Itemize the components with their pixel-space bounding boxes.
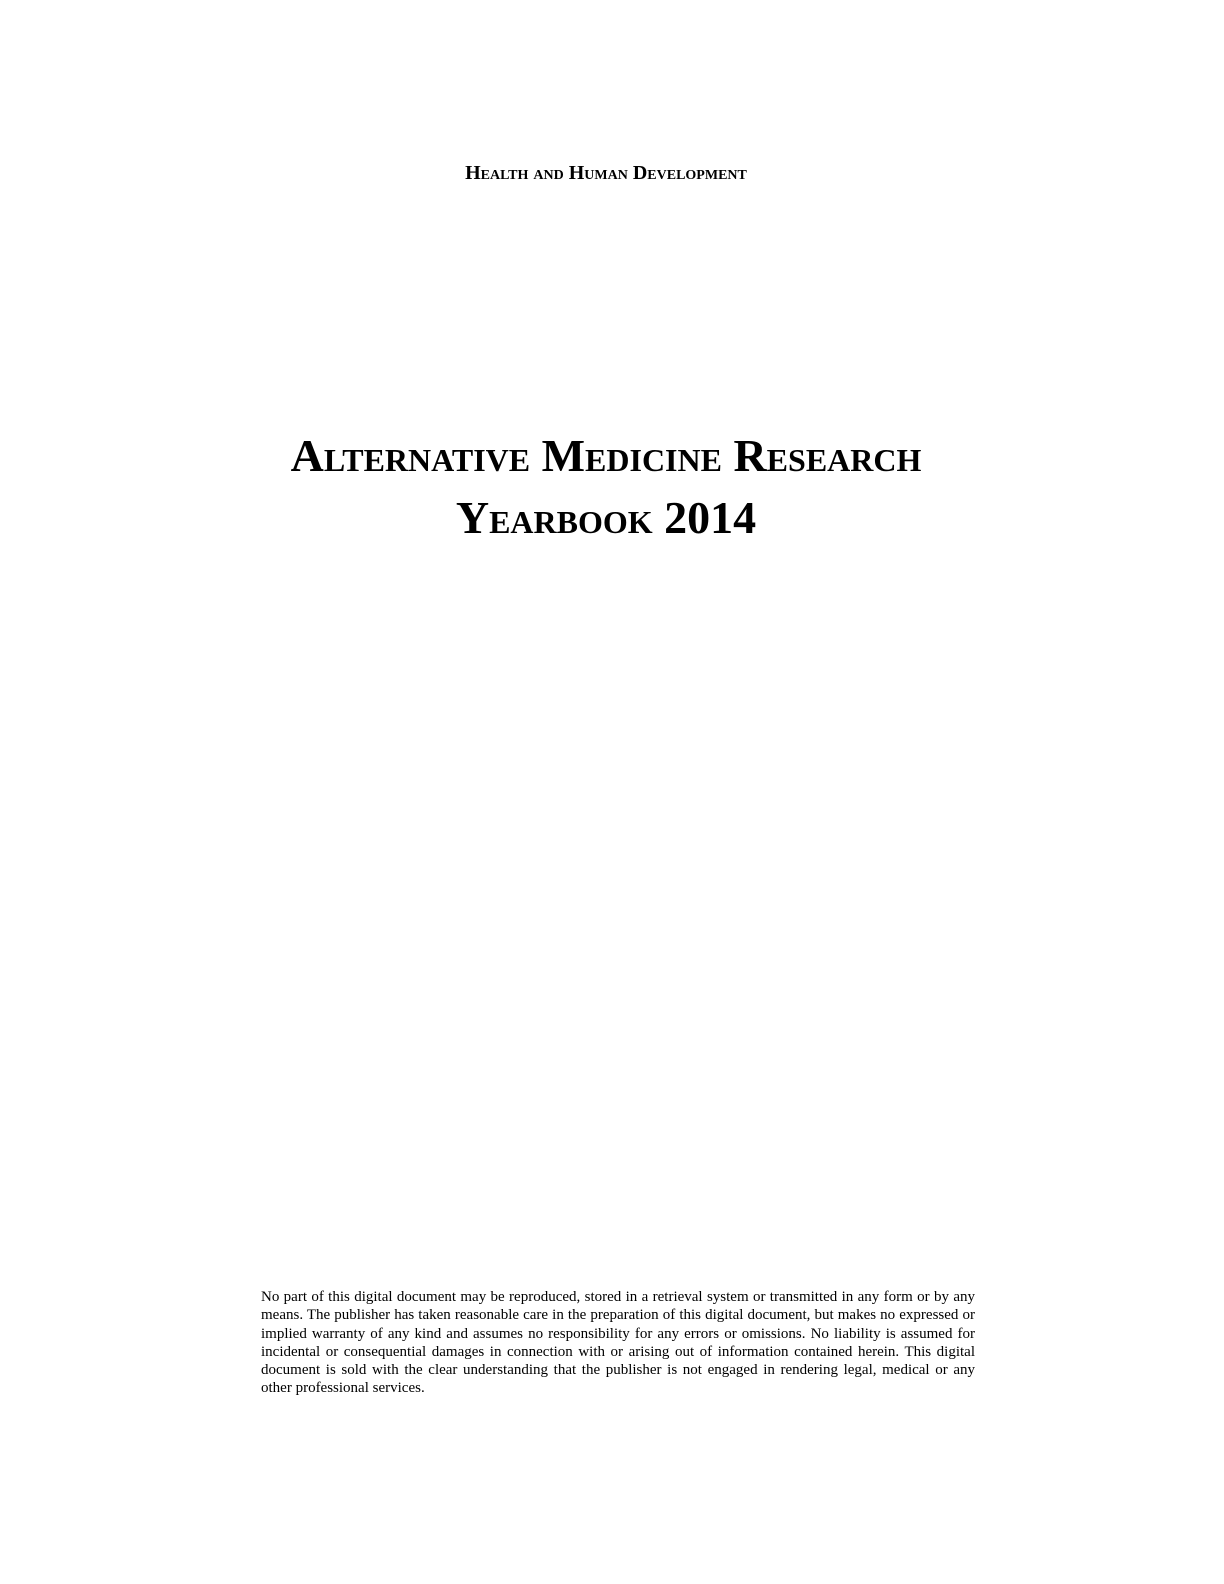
copyright-notice: No part of this digital document may be reproduced, stored in a retrieval system or transmitted in any form or by any means. The publisher has taken reasonable care in the preparation of this digital document, but makes no expressed or implied warranty of any kind and assumes no responsibility for any errors or omissions. No liability is assumed for incidental or consequential damages in connection with or arising out of information contained herein. This digital document is sold with the clear understanding that the publisher is not engaged in rendering legal, medical or any other professional services.	[261, 1289, 975, 1397]
series-title: Health and Human Development	[465, 162, 747, 184]
book-title-line-1: Alternative Medicine Research	[290, 430, 922, 481]
book-title	[0, 425, 1212, 549]
book-title-line-2: Yearbook 2014	[455, 492, 757, 543]
